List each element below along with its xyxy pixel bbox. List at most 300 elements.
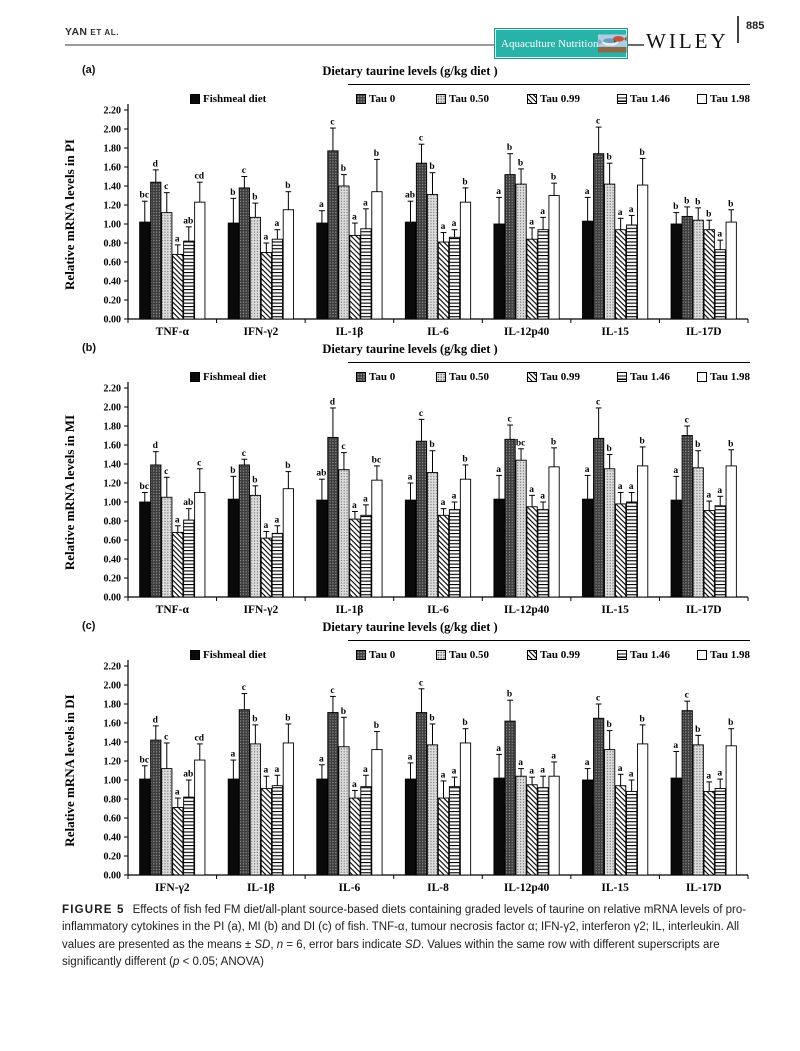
figure-area	[60, 62, 760, 896]
sig-letter: a	[617, 207, 623, 218]
y-axis-title: Relative mRNA levels in DI	[62, 694, 77, 847]
bar-Tau 0.50-IL-15	[604, 469, 614, 597]
chart-panel-b	[60, 340, 760, 618]
sig-letter: c	[330, 117, 335, 128]
legend-label: Tau 1.98	[710, 371, 750, 383]
y-tick-label: 0.40	[103, 832, 121, 844]
y-tick-label: 0.40	[103, 554, 121, 566]
page-header	[0, 0, 800, 62]
bar-Tau 0.99-IL-1β	[350, 519, 360, 597]
bar-Tau 1.46-IL-12p40	[538, 788, 548, 875]
panel-label: (a)	[82, 64, 96, 76]
sig-letter: a	[496, 186, 501, 197]
bar-Tau 0-IL-15	[593, 154, 603, 319]
sig-letter: d	[329, 397, 336, 408]
sig-letter: b	[340, 164, 347, 175]
page-number-divider	[737, 16, 739, 43]
bar-Tau 1.98-IL-17D	[726, 222, 736, 319]
sig-letter: a	[263, 765, 269, 776]
bar-Tau 1.98-IL-1β	[372, 480, 382, 597]
sig-letter: c	[241, 683, 246, 694]
sig-letter: b	[706, 209, 712, 220]
bar-Tau 0-IL-1β	[328, 437, 338, 597]
bar-Tau 1.46-IL-12p40	[538, 230, 548, 319]
x-category-label: IL-17D	[685, 604, 722, 616]
sig-letter: c	[596, 397, 601, 408]
bar-Tau 0-IL-1β	[239, 710, 249, 875]
y-tick-label: 2.00	[103, 124, 121, 136]
bar-Tau 1.98-TNF-α	[195, 202, 205, 319]
bar-Tau 1.46-TNF-α	[184, 520, 194, 597]
bar-Tau 0-IL-17D	[682, 436, 692, 598]
sig-letter: a	[628, 482, 634, 492]
y-tick-label: 2.20	[103, 661, 121, 673]
sig-letter: a	[529, 217, 534, 228]
bar-Tau 1.46-IL-8	[449, 787, 459, 875]
sig-letter: bc	[139, 190, 150, 201]
y-tick-label: 1.40	[103, 459, 121, 471]
bar-Tau 0.50-IL-6	[427, 195, 437, 319]
sig-letter: a	[263, 232, 269, 243]
journal-badge	[494, 28, 628, 59]
bar-Tau 0.50-IFN-γ2	[250, 495, 260, 597]
y-tick-label: 1.00	[103, 497, 121, 509]
sig-letter: b	[639, 147, 645, 158]
panel-label: (c)	[82, 620, 96, 632]
x-category-label: IL-6	[427, 326, 449, 338]
sig-letter: ab	[316, 468, 327, 479]
sig-letter: a	[319, 200, 324, 211]
bar-Tau 1.46-IL-1β	[361, 515, 371, 597]
sig-letter: a	[628, 769, 634, 780]
x-category-label: IL-1β	[246, 882, 275, 894]
x-category-label: IL-6	[338, 882, 361, 894]
sig-letter: a	[174, 787, 180, 798]
bar-Tau 0.99-IL-15	[615, 504, 625, 597]
sig-letter: c	[418, 133, 424, 144]
bar-Tau 0.50-TNF-α	[162, 213, 172, 319]
legend-label: Tau 1.46	[630, 649, 670, 661]
x-category-label: IL-12p40	[503, 604, 550, 616]
sig-letter: a	[673, 465, 679, 476]
sig-letter: b	[639, 436, 645, 447]
sig-letter: c	[241, 166, 246, 176]
bar-Tau 0.99-IL-12p40	[527, 239, 537, 319]
bar-Tau 1.98-IL-12p40	[549, 776, 559, 875]
bar-Tau 1.98-TNF-α	[195, 493, 205, 598]
sig-letter: a	[274, 219, 280, 230]
figure-caption-label: FIGURE 5	[62, 904, 125, 916]
bar-Tau 1.46-IL-15	[626, 791, 636, 875]
bar-Tau 1.98-IL-15	[637, 466, 647, 597]
sig-letter: a	[274, 764, 280, 775]
bar-Tau 0.99-IL-6	[438, 242, 448, 319]
sig-letter: c	[164, 732, 169, 743]
bar-Tau 1.46-IL-1β	[361, 229, 371, 319]
sig-letter: c	[164, 466, 169, 477]
bar-Tau 0.99-IFN-γ2	[173, 808, 183, 875]
bar-Fishmeal diet-IL-15	[582, 499, 592, 597]
x-category-label: IL-1β	[335, 604, 364, 616]
legend-label: Tau 0.99	[540, 371, 580, 383]
bar-Tau 1.98-IL-6	[460, 202, 470, 319]
y-tick-label: 1.00	[103, 775, 121, 787]
title-rule	[348, 362, 750, 363]
legend-label: Tau 0.50	[449, 649, 489, 661]
caption-segment: SD	[254, 938, 271, 951]
bar-Tau 1.46-IL-15	[626, 502, 636, 597]
sig-letter: b	[230, 187, 236, 198]
x-category-label: IL-17D	[685, 326, 722, 338]
sig-letter: b	[728, 439, 734, 450]
running-head	[65, 26, 119, 38]
bar-Fishmeal diet-IFN-γ2	[228, 499, 238, 597]
legend-label: Fishmeal diet	[203, 93, 267, 105]
title-rule	[348, 84, 750, 85]
bar-Tau 0.99-IL-17D	[704, 791, 714, 875]
y-tick-label: 0.60	[103, 535, 121, 547]
sig-letter: b	[285, 461, 291, 472]
bar-Tau 0-IL-1β	[328, 151, 338, 319]
bar-Fishmeal diet-IFN-γ2	[140, 779, 150, 875]
sig-letter: c	[164, 182, 169, 193]
bar-Tau 0-IL-17D	[682, 216, 692, 319]
sig-letter: b	[695, 197, 701, 208]
bar-Fishmeal diet-IL-8	[405, 779, 415, 875]
chart-title: Dietary taurine levels (g/kg diet )	[322, 64, 498, 78]
y-tick-label: 0.60	[103, 257, 121, 269]
bar-Tau 0.50-IL-12p40	[516, 184, 526, 319]
legend-label: Tau 1.46	[630, 93, 670, 105]
sig-letter: b	[728, 199, 734, 210]
bar-Tau 1.46-IL-6	[361, 787, 371, 875]
sig-letter: a	[440, 222, 446, 233]
y-tick-label: 1.80	[103, 421, 121, 433]
sig-letter: c	[197, 458, 202, 469]
bar-Fishmeal diet-IL-6	[405, 222, 415, 319]
bar-Tau 0-IL-6	[416, 163, 426, 319]
sig-letter: c	[330, 685, 335, 696]
x-category-label: IL-17D	[685, 882, 722, 894]
sig-letter: ab	[183, 216, 194, 227]
bar-Tau 1.98-IFN-γ2	[283, 489, 293, 597]
chart-title: Dietary taurine levels (g/kg diet )	[322, 620, 498, 634]
sig-letter: b	[506, 689, 513, 700]
bar-Tau 0.50-IFN-γ2	[250, 217, 260, 319]
bar-Tau 0.50-IL-1β	[250, 744, 260, 875]
sig-letter: b	[673, 202, 679, 213]
bar-Tau 1.46-IL-1β	[272, 786, 282, 875]
sig-letter: b	[373, 721, 380, 732]
bar-Fishmeal diet-IL-1β	[317, 500, 327, 597]
bar-Tau 0.99-TNF-α	[173, 254, 183, 319]
x-category-label: IL-15	[601, 882, 629, 894]
bar-Tau 1.46-IL-6	[449, 237, 459, 319]
bar-Tau 0.99-IFN-γ2	[261, 253, 271, 320]
running-head-authors: YAN	[65, 26, 88, 38]
y-tick-label: 2.00	[103, 680, 121, 692]
sig-letter: b	[429, 162, 435, 173]
bar-Fishmeal diet-IL-17D	[671, 778, 681, 875]
bar-Tau 0-IL-12p40	[505, 175, 515, 319]
bar-Tau 1.98-IL-12p40	[549, 196, 559, 320]
sig-letter: a	[451, 766, 457, 777]
x-category-label: IL-15	[601, 326, 629, 338]
bar-Tau 0.50-IL-15	[604, 750, 614, 875]
y-tick-label: 0.80	[103, 238, 121, 250]
bar-Tau 0.99-TNF-α	[173, 532, 183, 597]
bar-Tau 0.99-IL-1β	[261, 789, 271, 875]
y-tick-label: 0.20	[103, 573, 121, 585]
sig-letter: a	[174, 515, 180, 526]
y-tick-label: 2.20	[103, 383, 121, 395]
legend-label: Tau 1.98	[710, 649, 750, 661]
bar-Tau 0.50-IL-15	[604, 184, 614, 319]
bar-Tau 0-IL-15	[593, 438, 603, 597]
bar-Tau 0-TNF-α	[151, 182, 161, 319]
sig-letter: b	[550, 172, 557, 183]
sig-letter: cd	[194, 733, 205, 744]
figure-caption-text	[62, 904, 746, 968]
bar-Tau 0.50-IL-17D	[693, 220, 703, 319]
bar-Tau 0.50-IL-6	[339, 747, 349, 875]
legend-label: Tau 0.99	[540, 649, 580, 661]
x-category-label: TNF-α	[155, 326, 189, 338]
caption-segment: = 6, error bars indicate	[283, 938, 405, 951]
sig-letter: a	[363, 494, 368, 505]
sig-letter: b	[695, 440, 701, 451]
y-tick-label: 1.80	[103, 143, 121, 155]
bar-Tau 1.46-IFN-γ2	[272, 239, 282, 319]
bar-Tau 0.99-IL-17D	[704, 230, 714, 319]
sig-letter: b	[252, 714, 258, 725]
sig-letter: b	[340, 706, 347, 717]
bar-Tau 1.98-IL-1β	[283, 743, 293, 875]
sig-letter: a	[584, 464, 590, 475]
y-tick-label: 1.00	[103, 219, 121, 231]
header-rule	[65, 44, 494, 46]
bar-Fishmeal diet-IL-1β	[317, 223, 327, 319]
bar-Fishmeal diet-IL-15	[582, 221, 592, 319]
y-tick-label: 1.20	[103, 756, 121, 768]
bar-Tau 0-IFN-γ2	[239, 465, 249, 597]
sig-letter: b	[462, 718, 468, 729]
sig-letter: a	[451, 491, 457, 502]
sig-letter: b	[684, 196, 690, 207]
running-head-etal: ET AL.	[90, 28, 120, 37]
y-tick-label: 0.40	[103, 276, 121, 288]
bar-chart-mi	[60, 380, 760, 618]
sig-letter: a	[363, 198, 368, 209]
sig-letter: a	[717, 229, 723, 240]
x-category-label: TNF-α	[155, 604, 189, 616]
chart-title: Dietary taurine levels (g/kg diet )	[322, 342, 498, 356]
sig-letter: b	[550, 437, 557, 448]
y-axis-title: Relative mRNA levels in PI	[62, 139, 77, 290]
sig-letter: a	[407, 472, 413, 483]
sig-letter: d	[152, 715, 158, 726]
sig-letter: b	[606, 152, 612, 163]
caption-segment: ,	[270, 938, 277, 951]
caption-segment: SD	[404, 938, 421, 951]
bar-Tau 1.98-IL-6	[372, 750, 382, 875]
sig-letter: c	[418, 678, 424, 689]
bar-Tau 0-TNF-α	[151, 465, 161, 597]
bar-Fishmeal diet-TNF-α	[140, 222, 150, 319]
sig-letter: a	[540, 765, 545, 776]
x-category-label: IL-6	[427, 604, 449, 616]
legend-label: Fishmeal diet	[203, 649, 267, 661]
sig-letter: a	[440, 770, 446, 781]
bar-Tau 0.99-IL-1β	[350, 235, 360, 319]
sig-letter: b	[373, 148, 380, 159]
bar-Fishmeal diet-IL-1β	[228, 779, 238, 875]
x-category-label: IL-15	[601, 604, 629, 616]
title-rule	[348, 640, 750, 641]
sig-letter: b	[285, 181, 291, 192]
sig-letter: d	[152, 159, 158, 170]
legend-label: Tau 0	[369, 371, 396, 383]
sig-letter: bc	[139, 482, 150, 492]
sig-letter: b	[462, 177, 468, 188]
sig-letter: a	[363, 764, 368, 775]
bar-Tau 1.98-IL-12p40	[549, 467, 559, 597]
sig-letter: a	[529, 766, 534, 777]
caption-segment: n	[276, 938, 284, 951]
bar-Tau 1.46-IL-17D	[715, 506, 725, 597]
sig-letter: b	[252, 192, 258, 203]
sig-letter: a	[230, 749, 236, 760]
y-tick-label: 0.60	[103, 813, 121, 825]
bar-Tau 1.98-IFN-γ2	[195, 760, 205, 875]
sig-letter: b	[252, 475, 258, 486]
bar-Tau 0.99-IL-6	[350, 798, 360, 875]
header-rule-segment	[628, 44, 644, 46]
bar-Tau 0-IFN-γ2	[239, 188, 249, 319]
bar-chart-di	[60, 658, 760, 896]
sig-letter: a	[540, 491, 545, 502]
sig-letter: a	[319, 754, 324, 765]
bar-Tau 0.99-IL-8	[438, 798, 448, 875]
bar-Tau 0-IL-6	[416, 441, 426, 597]
bar-Fishmeal diet-IFN-γ2	[228, 223, 238, 319]
bar-Tau 1.98-IL-1β	[372, 192, 382, 319]
publisher-logo: WILEY	[646, 29, 729, 53]
sig-letter: a	[617, 763, 623, 774]
bar-Tau 0-IL-12p40	[505, 721, 515, 875]
sig-letter: b	[517, 158, 524, 169]
bar-Tau 0.99-IL-6	[438, 515, 448, 597]
bar-Fishmeal diet-IL-12p40	[494, 499, 504, 597]
bar-Tau 0.99-IL-12p40	[527, 507, 537, 597]
sig-letter: c	[596, 116, 601, 127]
legend-label: Tau 0.50	[449, 93, 489, 105]
sig-letter: c	[341, 442, 346, 453]
caption-segment: Effects of fish fed FM diet/all-plant source-based diets containing graded levels of taurine on relative mRNA levels of pro-inflammatory cytokines in the PI (a), MI (b) and DI (c) of fish. TNF-α, tumour necrosis factor α; IFN-γ2, interferon γ2; IL, interleukin. All values are presented as the means ±	[62, 904, 747, 951]
chart-panel-c	[60, 618, 760, 896]
sig-letter: ab	[404, 190, 416, 201]
y-tick-label: 0.00	[103, 314, 121, 326]
bar-Tau 1.46-IL-17D	[715, 789, 725, 875]
bar-Tau 0.50-IFN-γ2	[162, 769, 172, 875]
bar-Tau 0-IL-8	[416, 713, 426, 875]
bar-Fishmeal diet-IL-12p40	[494, 224, 504, 319]
sig-letter: a	[352, 212, 357, 223]
bar-Fishmeal diet-TNF-α	[140, 502, 150, 597]
sig-letter: c	[596, 693, 601, 704]
sig-letter: a	[717, 768, 723, 779]
y-axis-title: Relative mRNA levels in MI	[62, 414, 77, 571]
y-tick-label: 0.20	[103, 851, 121, 863]
y-tick-label: 1.40	[103, 181, 121, 193]
page-number: 885	[746, 20, 765, 32]
bar-Tau 1.46-IL-6	[449, 510, 459, 597]
bar-Tau 1.46-IL-17D	[715, 250, 725, 319]
sig-letter: a	[584, 758, 590, 769]
sig-letter: c	[507, 414, 512, 425]
sig-letter: a	[263, 520, 269, 531]
y-tick-label: 1.20	[103, 478, 121, 490]
bar-Tau 1.46-IL-15	[626, 225, 636, 319]
x-category-label: IL-1β	[335, 326, 364, 338]
y-tick-label: 2.20	[103, 105, 121, 117]
bar-Tau 0.50-IL-12p40	[516, 776, 526, 875]
bar-Tau 0-IL-15	[593, 718, 603, 875]
bar-Tau 0.50-IL-1β	[339, 186, 349, 319]
sig-letter: a	[673, 741, 679, 751]
sig-letter: b	[728, 718, 734, 729]
sig-letter: c	[684, 415, 689, 426]
y-tick-label: 0.80	[103, 516, 121, 528]
bar-chart-pi	[60, 102, 760, 340]
bar-Tau 0.99-IL-15	[615, 786, 625, 875]
y-tick-label: 2.00	[103, 402, 121, 414]
sig-letter: a	[518, 758, 523, 769]
legend-label: Tau 0.99	[540, 93, 580, 105]
sig-letter: a	[174, 234, 180, 245]
sig-letter: b	[606, 444, 612, 454]
bar-Tau 0.50-IL-17D	[693, 745, 703, 875]
y-tick-label: 0.00	[103, 870, 121, 882]
sig-letter: b	[695, 724, 701, 735]
bar-Tau 1.46-TNF-α	[184, 241, 194, 319]
y-tick-label: 0.80	[103, 794, 121, 806]
sig-letter: b	[285, 713, 291, 724]
y-tick-label: 0.20	[103, 295, 121, 307]
sig-letter: bc	[515, 438, 526, 449]
bar-Tau 0.50-IL-6	[427, 473, 437, 597]
sig-letter: b	[606, 720, 612, 731]
sig-letter: a	[551, 751, 556, 762]
sig-letter: a	[352, 779, 357, 790]
chart-panel-a	[60, 62, 760, 340]
sig-letter: c	[684, 690, 689, 701]
bar-Tau 0-IL-6	[328, 713, 338, 875]
sig-letter: d	[152, 441, 158, 452]
sig-letter: a	[584, 186, 590, 197]
bar-Tau 0-IFN-γ2	[151, 740, 161, 875]
sig-letter: a	[617, 482, 623, 492]
sig-letter: a	[274, 515, 280, 526]
sig-letter: a	[706, 490, 712, 501]
bar-Fishmeal diet-IL-6	[317, 779, 327, 875]
bar-Tau 1.98-IL-15	[637, 185, 647, 319]
fish-photo-icon	[598, 29, 627, 58]
legend-label: Tau 1.46	[630, 371, 670, 383]
y-tick-label: 1.80	[103, 699, 121, 711]
bar-Tau 1.46-IFN-γ2	[184, 797, 194, 875]
bar-Tau 1.98-IL-8	[460, 743, 470, 875]
